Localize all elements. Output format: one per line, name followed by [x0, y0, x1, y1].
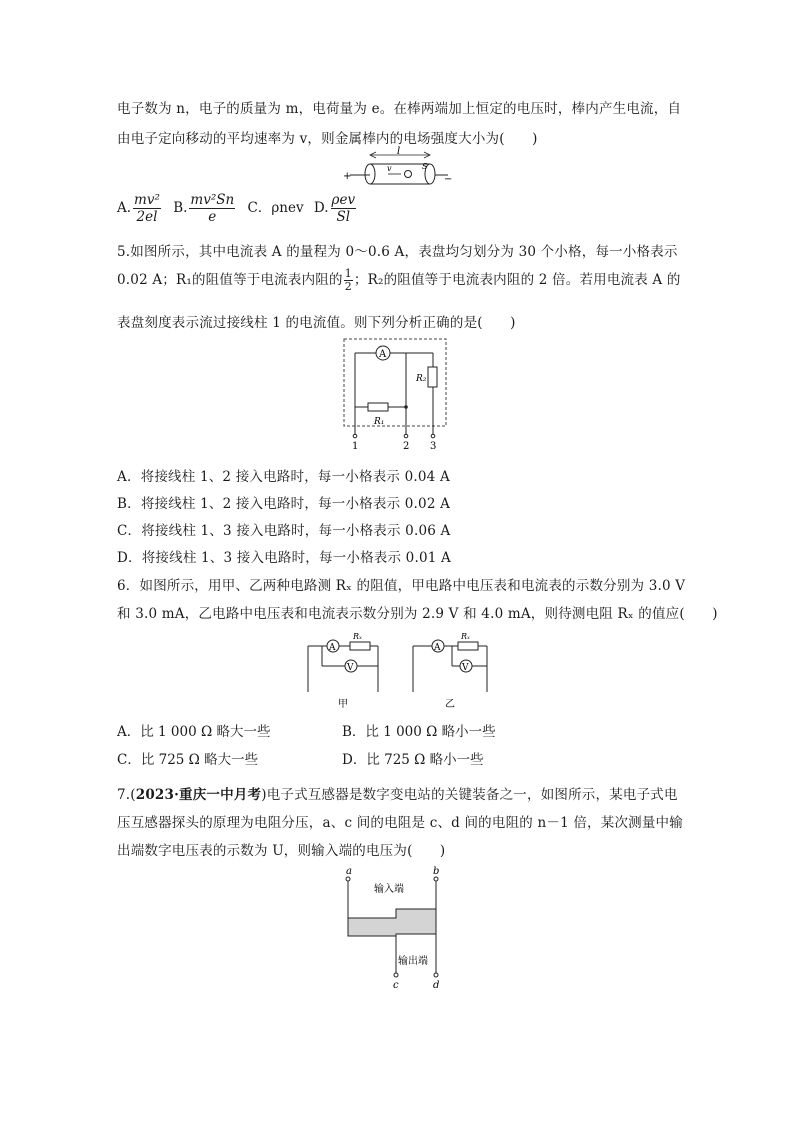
q5-option-c[interactable]: C．将接线柱 1、3 接入电路时，每一小格表示 0.06 A [117, 523, 451, 539]
q5-option-d[interactable]: D．将接线柱 1、3 接入电路时，每一小格表示 0.01 A [117, 550, 451, 566]
q5-r2-label: R₂ [416, 374, 427, 384]
q6-circuits-figure [300, 628, 500, 710]
q5-terminal-3: 3 [430, 441, 437, 452]
q7-label-c: c [393, 980, 399, 991]
q5-terminal-1: 1 [352, 441, 359, 452]
q4-velocity-label: v [387, 164, 392, 173]
q7-stem-line3: 出端数字电压表的示数为 U，则输入端的电压为( ) [117, 843, 446, 859]
q4-option-a[interactable]: A. $\frac{\text{mv²}}{2el}$ [117, 192, 160, 225]
q6-yi-voltmeter: V [462, 663, 469, 673]
q6-yi-ammeter: A [434, 643, 441, 653]
q4-option-b[interactable]: B. $\frac{\text{mv²Sn}}{e}$ [173, 192, 235, 225]
q6-option-a[interactable]: A．比 1 000 Ω 略大一些 [117, 724, 271, 740]
q7-sensor-figure [336, 864, 454, 992]
q6-stem-line2: 和 3.0 mA，乙电路中电压表和电流表示数分别为 2.9 V 和 4.0 mA，则待测电阻 Rₓ 的值应( ) [117, 606, 718, 622]
q5-half-num: 1 [344, 267, 352, 280]
q7-label-b: b [433, 866, 440, 877]
q5-circuit-figure [340, 335, 452, 455]
q4-d-num: ρev [331, 192, 356, 208]
q6-yi-rx: Rₓ [461, 632, 470, 641]
q5-terminal-2: 2 [403, 441, 410, 452]
q4-minus-label: − [444, 174, 453, 185]
q6-label-jia: 甲 [338, 699, 348, 710]
q4-option-c[interactable]: C．ρnev [247, 200, 304, 216]
q4-a-num: mv² [134, 192, 160, 208]
q5-stem-line1: 5.如图所示，其中电流表 A 的量程为 0～0.6 A，表盘均匀划分为 30 个小格，每一小格表示 [117, 244, 678, 260]
q4-length-label: l [397, 146, 401, 157]
q4-plus-label: + [343, 171, 352, 182]
q4-d-den: Sl [336, 209, 351, 225]
q5-half-den: 2 [344, 280, 352, 293]
q6-label-yi: 乙 [445, 699, 455, 710]
q7-output-label: 输出端 [398, 956, 428, 967]
q5-r1-label: R₁ [374, 417, 385, 427]
q4-b-num: mv²Sn [190, 192, 235, 208]
q4-area-label: S [422, 162, 428, 171]
q7-source: 2023·重庆一中月考 [135, 787, 262, 803]
q7-stem-line1: 7.(2023·重庆一中月考)电子式互感器是数字变电站的关键装备之一，如图所示，某电子式电 [117, 787, 678, 803]
q5-option-a[interactable]: A．将接线柱 1、2 接入电路时，每一小格表示 0.04 A [117, 469, 450, 485]
q6-jia-rx: Rₓ [353, 632, 362, 641]
q5-ammeter-label: A [379, 349, 387, 360]
q5-stem-line2: 0.02 A；R₁的阻值等于电流表内阻的 $\frac{1}{2}$ ；R₂的阻值等于电流表内阻的 2 倍。若用电流表 A 的 [117, 267, 681, 293]
q4-conductor-figure [340, 146, 460, 186]
q6-stem-line1: 6．如图所示，用甲、乙两种电路测 Rₓ 的阻值，甲电路中电压表和电流表的示数分别为 3.0 V [117, 578, 686, 594]
q4-options [117, 192, 358, 225]
q6-option-d[interactable]: D．比 725 Ω 略小一些 [342, 752, 484, 768]
q7-input-label: 输入端 [374, 884, 404, 895]
q5-option-b[interactable]: B．将接线柱 1、2 接入电路时，每一小格表示 0.02 A [117, 496, 451, 512]
q6-jia-voltmeter: V [347, 663, 354, 673]
q4-b-den: e [208, 209, 217, 225]
q6-option-b[interactable]: B．比 1 000 Ω 略小一些 [342, 724, 496, 740]
q7-stem-line2: 压互感器探头的原理为电阻分压，a、c 间的电阻是 c、d 间的电阻的 n－1 倍，某次测量中输 [117, 815, 683, 831]
q5-stem-line3: 表盘刻度表示流过接线柱 1 的电流值。则下列分析正确的是( ) [117, 315, 516, 331]
q7-label-d: d [433, 980, 440, 991]
q4-a-den: 2el [136, 209, 158, 225]
q6-option-c[interactable]: C．比 725 Ω 略大一些 [117, 752, 259, 768]
q7-label-a: a [346, 866, 352, 877]
q4-stem-line1: 电子数为 n，电子的质量为 m，电荷量为 e。在棒两端加上恒定的电压时，棒内产生电流，自 [117, 101, 682, 117]
q4-stem-line2: 由电子定向移动的平均速率为 v，则金属棒内的电场强度大小为( ) [117, 131, 538, 147]
q4-option-d[interactable]: D. $\frac{\text{ρev}}{Sl}$ [313, 192, 356, 225]
q6-jia-ammeter: A [329, 643, 336, 653]
